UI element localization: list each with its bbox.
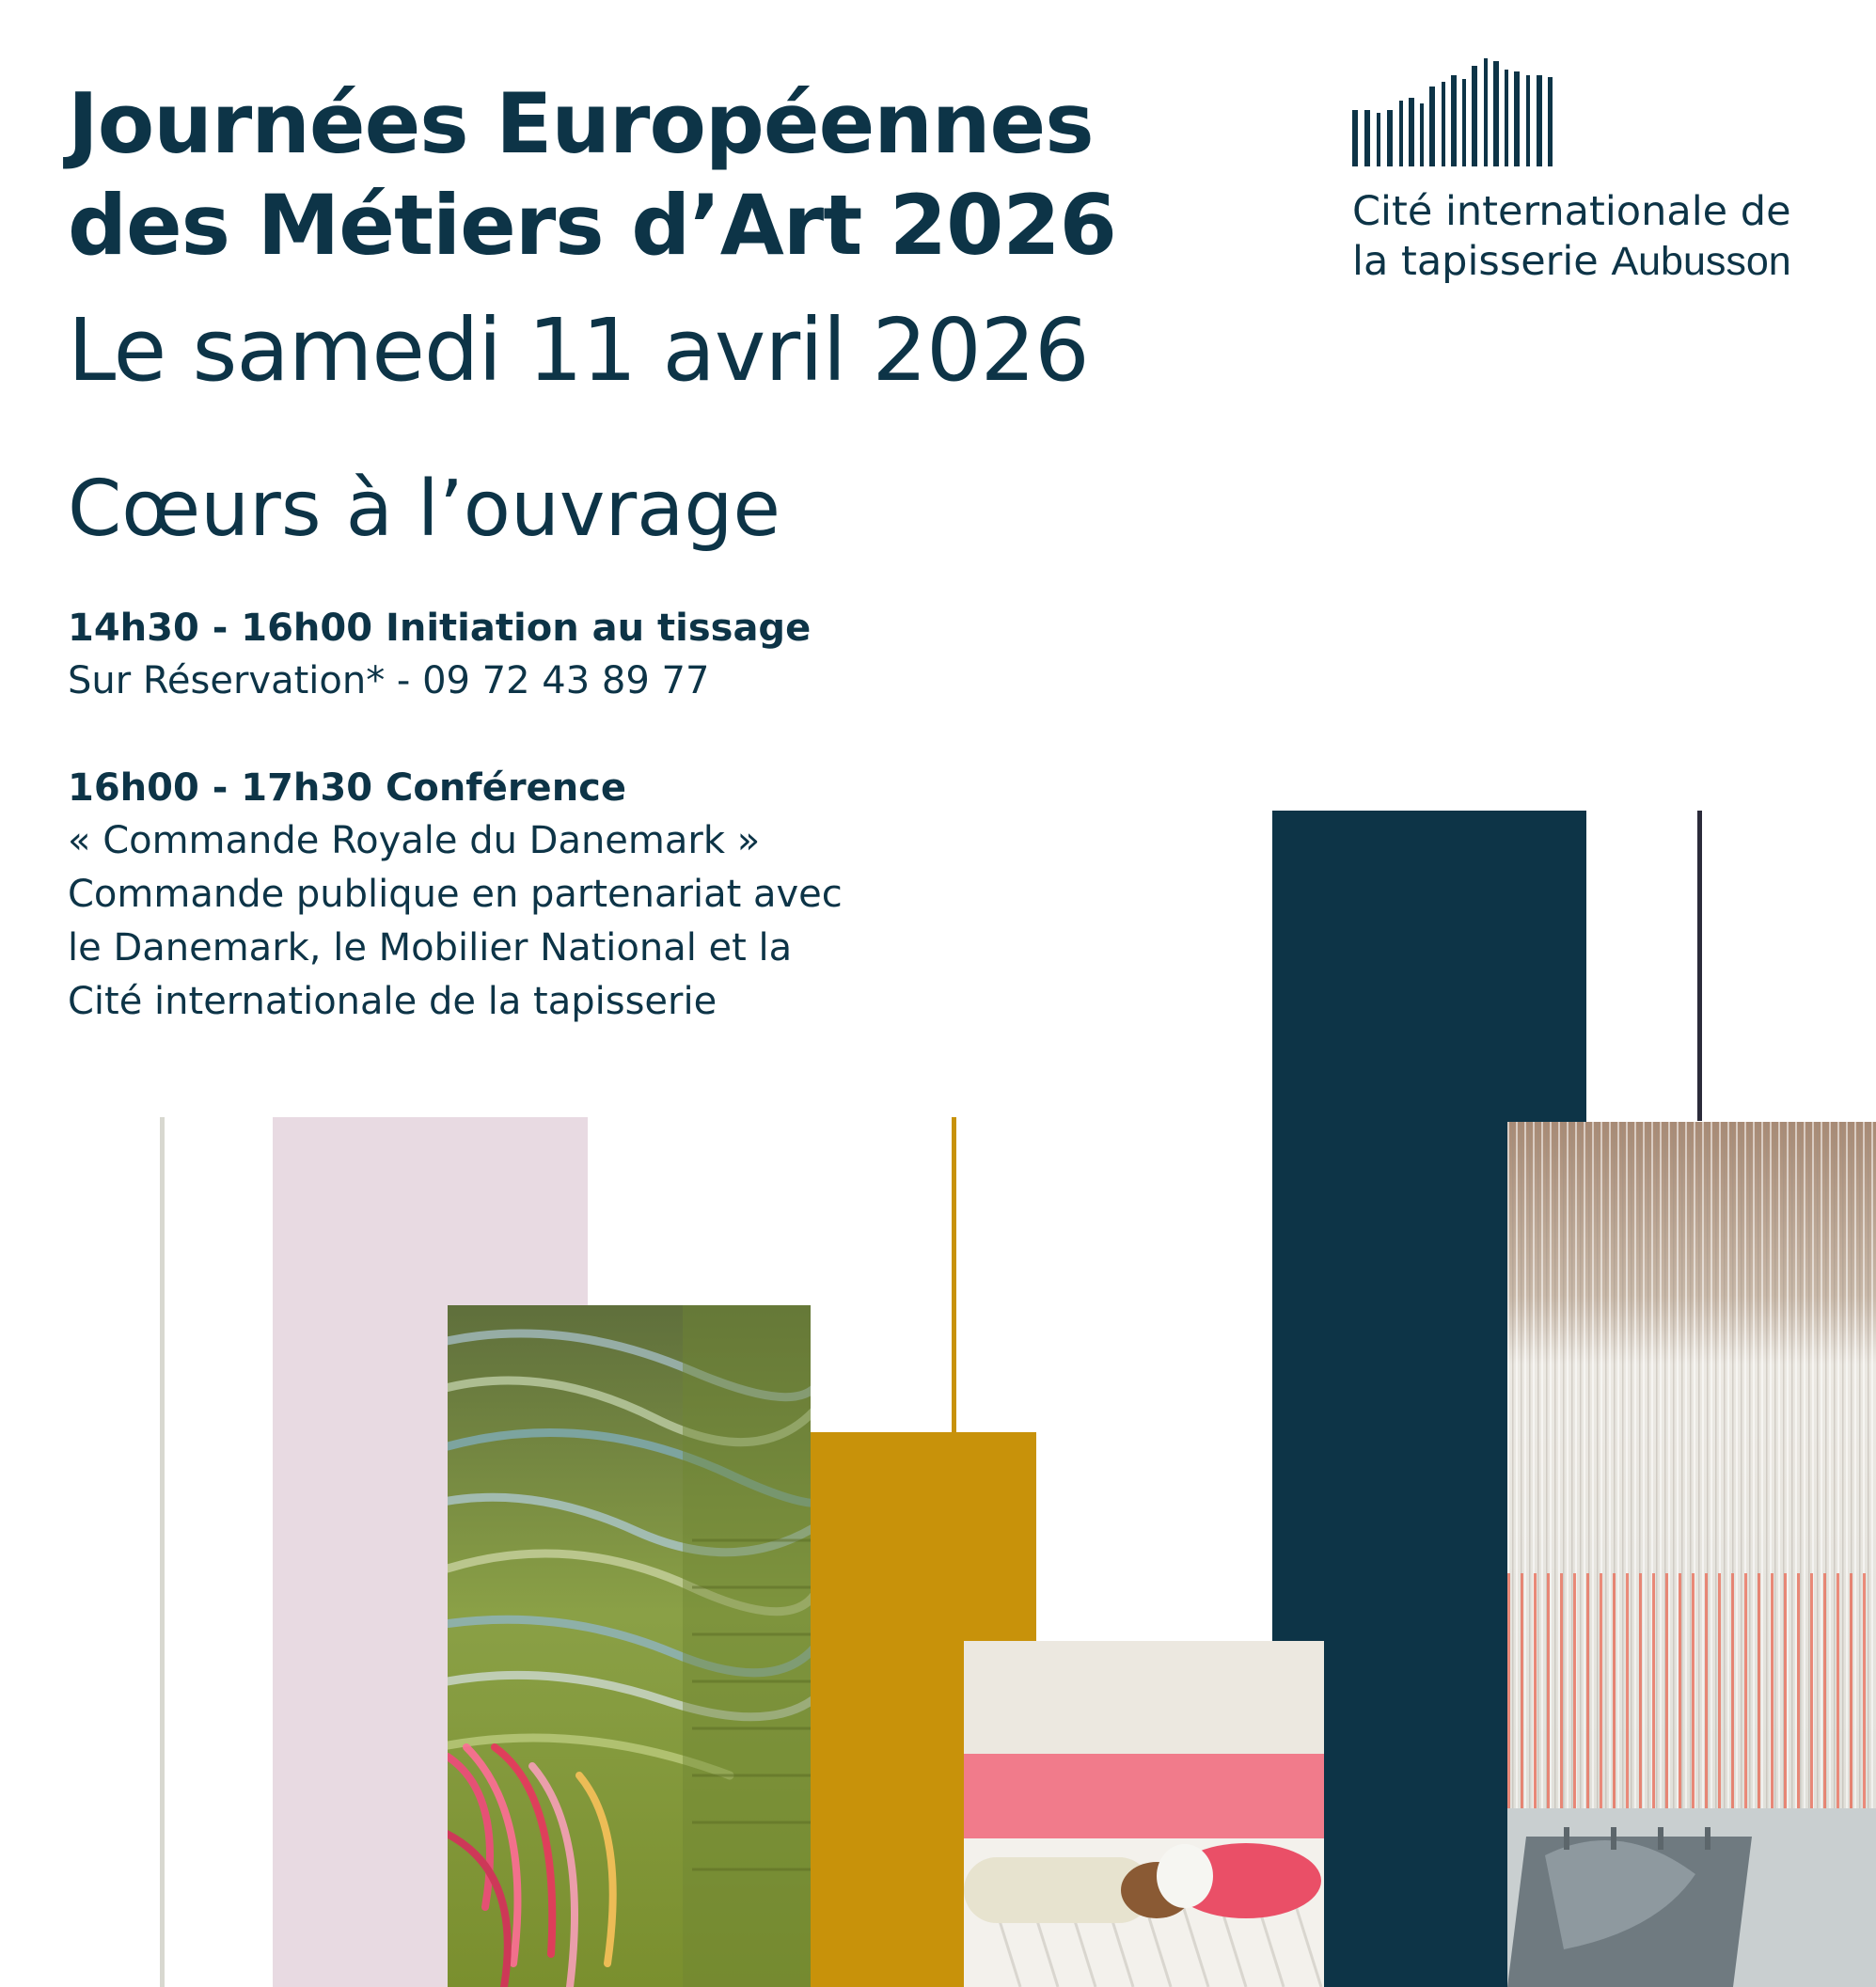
- logo-line1: Cité internationale de: [1352, 188, 1791, 235]
- program-line: Commande publique en partenariat avec: [68, 873, 843, 916]
- event-title-line1: Journées Européennes: [68, 75, 1094, 172]
- bobbin-on-loom-photo: [964, 1641, 1324, 1987]
- program-item-conference: [68, 762, 843, 1029]
- barcode-mark-icon: [1352, 58, 1553, 166]
- program-line: le Danemark, le Mobilier National et la: [68, 926, 793, 970]
- program-heading: 16h00 - 17h30 Conférence: [68, 766, 627, 810]
- colorful-yarn-threads-photo: [448, 1305, 811, 1987]
- program-line: Sur Réservation* - 09 72 43 89 77: [68, 659, 710, 702]
- logo-wordmark: [1352, 187, 1841, 287]
- logo-line2-light: Aubusson: [1611, 239, 1791, 284]
- logo-line2-bold: la tapisserie: [1352, 238, 1599, 285]
- warp-threads-loom-photo: [1507, 1122, 1876, 1987]
- grey-vertical-line: [160, 1117, 165, 1987]
- event-title-line2: des Métiers d’Art 2026: [68, 177, 1116, 274]
- program-item-workshop: [68, 602, 811, 708]
- program-line: « Commande Royale du Danemark »: [68, 819, 761, 862]
- event-theme: Cœurs à l’ouvrage: [68, 465, 780, 554]
- cite-tapisserie-logo: [1352, 58, 1841, 287]
- event-date: Le samedi 11 avril 2026: [68, 300, 1089, 401]
- mustard-vertical-line: [952, 1117, 956, 1437]
- program-line: Cité internationale de la tapisserie: [68, 980, 717, 1023]
- event-title: [68, 73, 1234, 276]
- photo-credit-fineprint: [1794, 1768, 1813, 1984]
- program-heading: 14h30 - 16h00 Initiation au tissage: [68, 607, 812, 650]
- dark-vertical-line: [1697, 811, 1702, 1121]
